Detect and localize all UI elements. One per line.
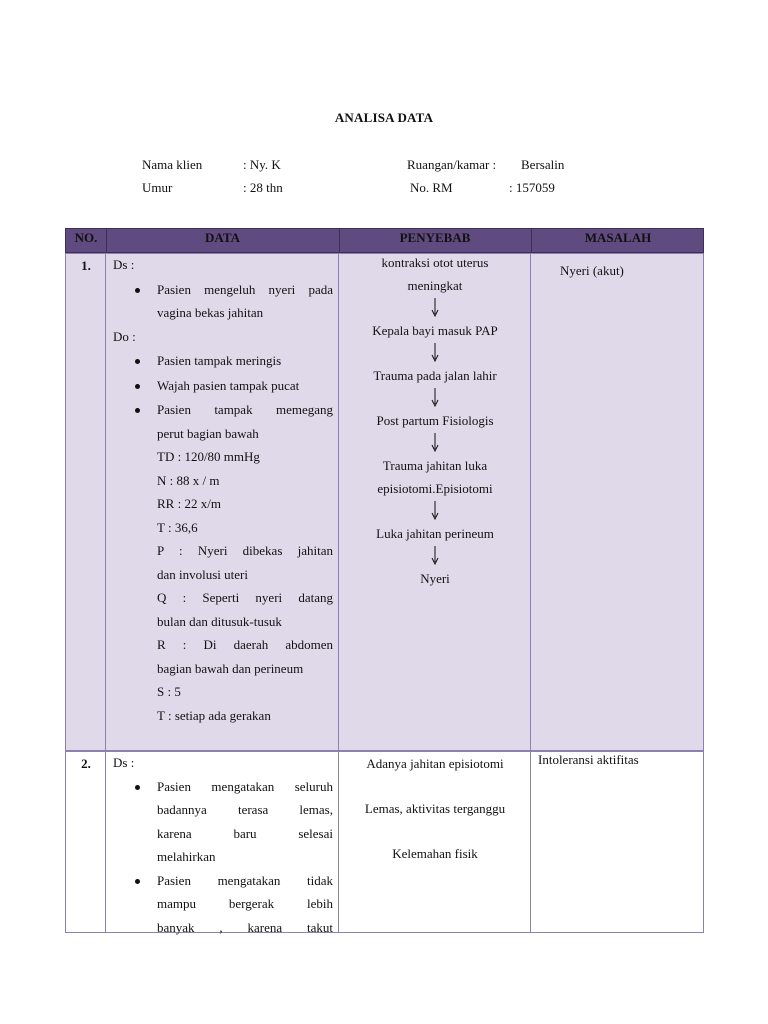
- list-item: Wajah pasien tampak pucat: [113, 374, 333, 398]
- cause-step: Trauma pada jalan lahir: [373, 368, 497, 383]
- vital-td: TD : 120/80 mmHg: [157, 449, 260, 464]
- pain-r: R : Di daerah abdomen: [157, 637, 333, 652]
- table-header: [65, 228, 704, 253]
- cause-step: kontraksi otot uterus: [381, 255, 489, 270]
- pain-s: S : 5: [157, 684, 181, 699]
- cause-list: [340, 752, 530, 865]
- cause-step: Nyeri: [420, 571, 450, 586]
- header-penyebab: PENYEBAB: [399, 230, 471, 245]
- cause-step: Adanya jahitan episiotomi: [366, 756, 504, 771]
- name-label: Nama klien: [142, 157, 203, 172]
- problem-text: Nyeri (akut): [560, 263, 624, 278]
- cause-step: Post partum Fisiologis: [376, 413, 494, 428]
- data-cell: [113, 751, 333, 939]
- rm-label: No. RM: [410, 180, 453, 195]
- do-label: Do :: [113, 328, 136, 344]
- cause-step: Kepala bayi masuk PAP: [372, 323, 498, 338]
- cause-step: Luka jahitan perineum: [376, 526, 494, 541]
- arrow-down-icon: [340, 545, 530, 567]
- page-title: ANALISA DATA: [334, 110, 434, 125]
- cause-step: Lemas, aktivitas terganggu: [364, 801, 506, 816]
- cause-step: Trauma jahitan luka: [382, 458, 488, 473]
- row-number: 2.: [81, 756, 91, 771]
- vital-rr: RR : 22 x/m: [157, 496, 221, 511]
- ds-label: Ds :: [113, 755, 135, 770]
- ds-label: Ds :: [113, 257, 135, 272]
- cause-chain: [340, 251, 530, 590]
- arrow-down-icon: [340, 297, 530, 319]
- name-value: : Ny. K: [243, 157, 281, 172]
- list-item-continuation: mampu bergerak lebih: [157, 896, 333, 911]
- pain-r-cont: bagian bawah dan perineum: [157, 660, 304, 676]
- list-item-continuation: melahirkan: [157, 849, 216, 864]
- arrow-down-icon: [340, 500, 530, 522]
- list-item: Pasien mengeluh nyeri pada: [113, 278, 333, 302]
- list-item-continuation: perut bagian bawah: [157, 425, 259, 441]
- vital-t: T : 36,6: [157, 519, 198, 535]
- pain-q: Q : Seperti nyeri datang: [157, 590, 333, 605]
- arrow-down-icon: [340, 432, 530, 454]
- age-label: Umur: [142, 180, 173, 195]
- room-value: Bersalin: [521, 157, 565, 172]
- pain-t: T : setiap ada gerakan: [157, 707, 271, 723]
- list-item-continuation: karena baru selesai: [157, 825, 333, 841]
- list-item-continuation: vagina bekas jahitan: [157, 305, 264, 320]
- room-label: Ruangan/kamar :: [407, 157, 497, 172]
- list-item-continuation: banyak , karena takut: [157, 919, 333, 935]
- cause-step-cont: meningkat: [407, 278, 463, 293]
- header-no: NO.: [74, 230, 98, 245]
- list-item-continuation: badannya terasa lemas,: [157, 802, 333, 817]
- header-data: DATA: [205, 230, 240, 245]
- arrow-down-icon: [340, 342, 530, 364]
- pain-q-cont: bulan dan ditusuk-tusuk: [157, 613, 282, 629]
- cause-step-cont: episiotomi.Episiotomi: [377, 481, 493, 496]
- table-row: [65, 751, 704, 933]
- vital-n: N : 88 x / m: [157, 472, 220, 488]
- cause-step: Kelemahan fisik: [392, 846, 478, 861]
- list-item: Pasien tampak memegang: [113, 398, 333, 422]
- row-number: 1.: [81, 258, 91, 273]
- arrow-down-icon: [340, 387, 530, 409]
- problem-text: Intoleransi aktifitas: [538, 752, 639, 767]
- analysis-table: [65, 228, 704, 933]
- pain-p: P : Nyeri dibekas jahitan: [157, 543, 333, 558]
- data-cell: [113, 253, 333, 727]
- rm-value: : 157059: [509, 180, 555, 195]
- age-value: : 28 thn: [243, 180, 283, 195]
- header-masalah: MASALAH: [584, 230, 652, 245]
- pain-p-cont: dan involusi uteri: [157, 566, 248, 582]
- list-item: Pasien mengatakan tidak: [113, 869, 333, 893]
- list-item: Pasien tampak meringis: [113, 349, 333, 373]
- list-item: Pasien mengatakan seluruh: [113, 775, 333, 799]
- table-row: [65, 253, 704, 751]
